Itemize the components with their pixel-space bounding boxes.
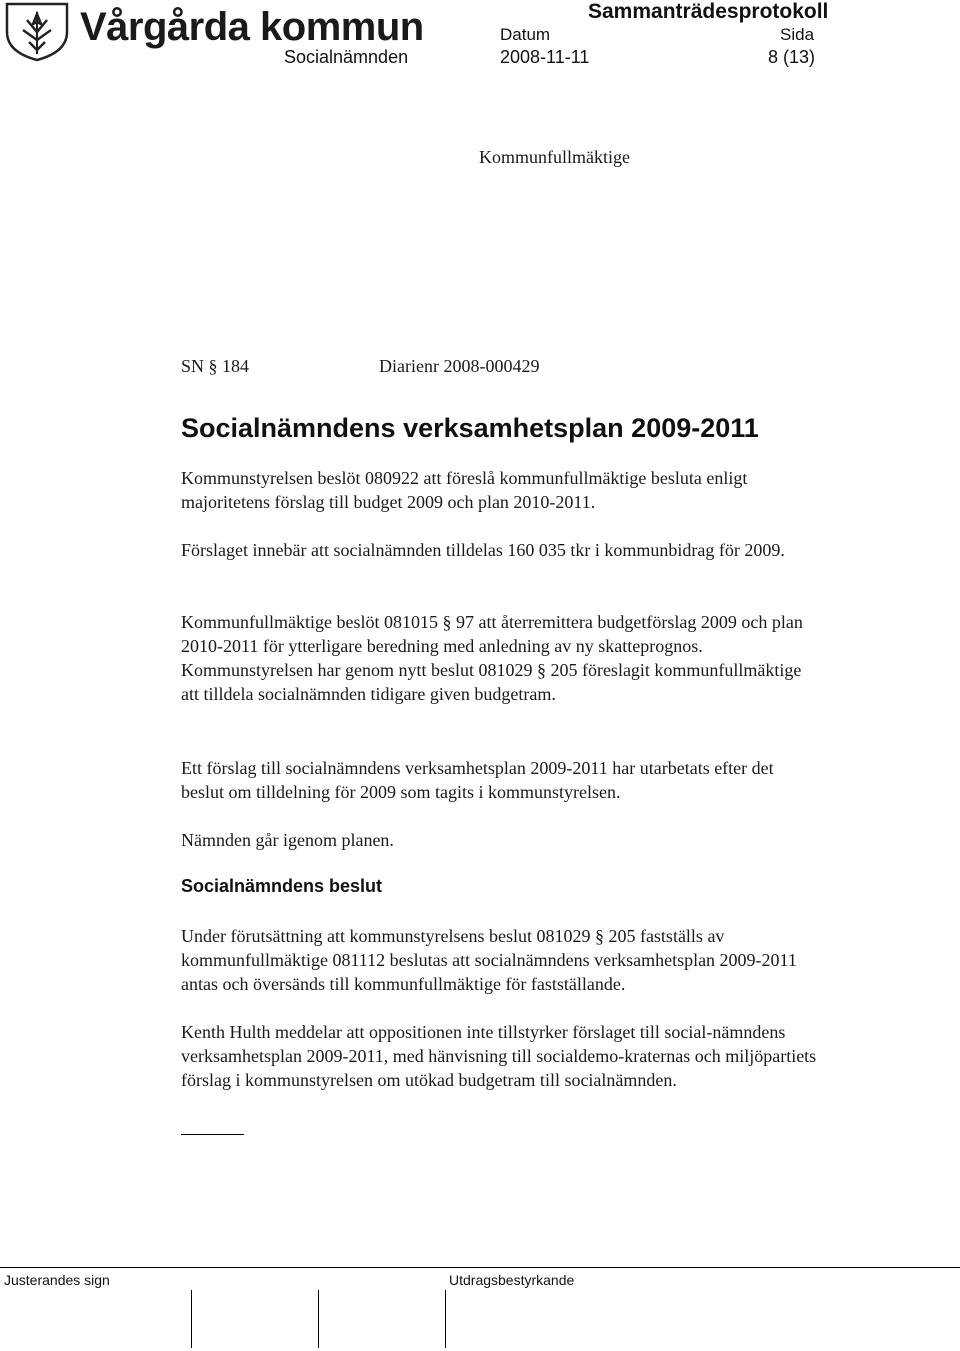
end-rule bbox=[181, 1134, 244, 1135]
page-label: Sida bbox=[780, 25, 815, 44]
page-number: 8 (13) bbox=[768, 47, 816, 67]
paragraph-proposal: Ett förslag till socialnämndens verksamhetsplan 2009-2011 har utarbetats efter det beslut om tilldelning för 2009 som tagits i kommunstyrelsen. bbox=[181, 758, 774, 802]
paragraph-referral: Kommunfullmäktige beslöt 081015 § 97 att återremittera budgetförslag 2009 och plan 2010-2011 för ytterligare beredning med anledning av ny skatteprognos. Kommunstyrelsen har genom nytt beslut 081029 § 205 föreslagit kommunfullmäktige att tilldela socialnämnden tidigare given budgetram. bbox=[181, 612, 803, 704]
paragraph-ks-decision: Kommunstyrelsen beslöt 080922 att föreslå kommunfullmäktige besluta enligt majoritetens förslag till budget 2009 och plan 2010-2011. bbox=[181, 468, 748, 512]
municipality-name: Vårgårda kommun bbox=[80, 5, 424, 49]
case-number: SN § 184 bbox=[181, 356, 250, 376]
date-label: Datum bbox=[500, 25, 551, 44]
footer-divider bbox=[0, 1267, 960, 1268]
document-type: Sammanträdesprotokoll bbox=[588, 0, 829, 23]
diary-number: Diarienr 2008-000429 bbox=[379, 356, 540, 376]
date-value: 2008-11-11 bbox=[500, 47, 590, 67]
paragraph-review: Nämnden går igenom planen. bbox=[181, 830, 394, 850]
signature-box-divider-1 bbox=[191, 1290, 192, 1348]
department-name: Socialnämnden bbox=[284, 47, 409, 67]
municipal-coat-of-arms bbox=[3, 2, 71, 62]
extract-label: Utdragsbestyrkande bbox=[449, 1272, 575, 1288]
paragraph-allocation: Förslaget innebär att socialnämnden tilldelas 160 035 tkr i kommunbidrag för 2009. bbox=[181, 540, 785, 560]
signer-label: Justerandes sign bbox=[4, 1272, 110, 1288]
opposition-note: Kenth Hulth meddelar att oppositionen inte tillstyrker förslaget till social-nämndens verksamhetsplan 2009-2011, med hänvisning till socialdemo-kraternas och miljöpartiets förslag i kommunstyrelsen om utökad budgetram till socialnämnden. bbox=[181, 1022, 817, 1090]
document-title: Socialnämndens verksamhetsplan 2009-2011 bbox=[181, 413, 759, 443]
recipient: Kommunfullmäktige bbox=[479, 147, 630, 167]
signature-box-divider-2 bbox=[318, 1290, 319, 1348]
signature-box-divider-3 bbox=[445, 1290, 446, 1348]
decision-text: Under förutsättning att kommunstyrelsens beslut 081029 § 205 fastställs av kommunfullmäktige 081112 beslutas att socialnämndens verksamhetsplan 2009-2011 antas och översänds till kommunfullmäktige för fastställande. bbox=[181, 926, 797, 994]
decision-heading: Socialnämndens beslut bbox=[181, 876, 383, 896]
